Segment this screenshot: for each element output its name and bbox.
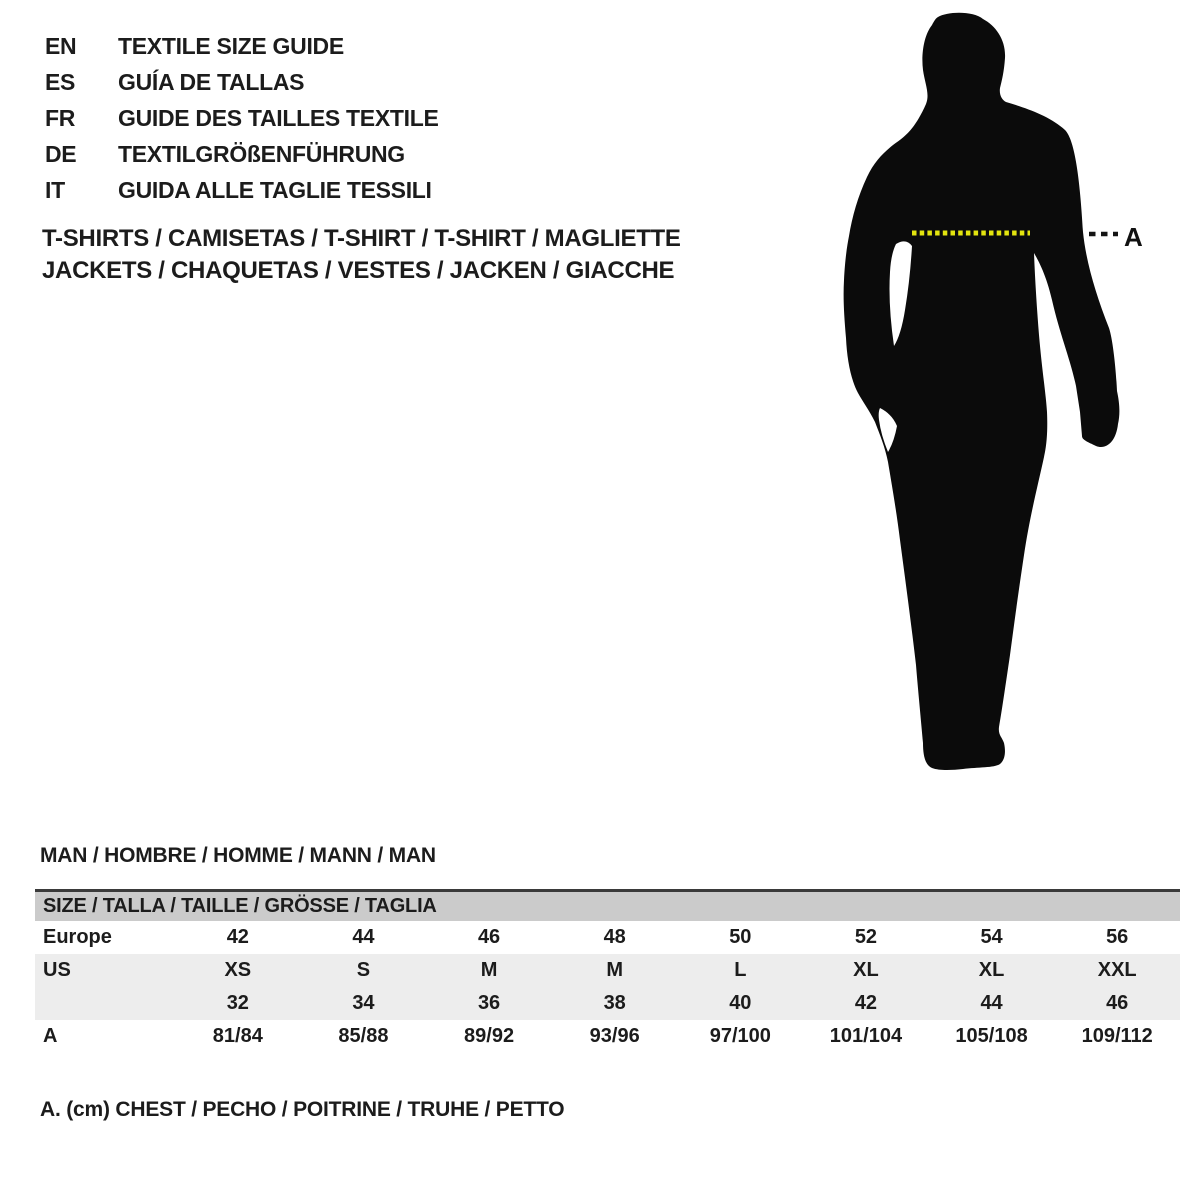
table-row-europe: [35, 921, 1180, 954]
size-cell: 38: [603, 992, 626, 1014]
size-cell: XXL: [1097, 959, 1137, 981]
size-cell: 34: [352, 992, 375, 1014]
language-code: EN: [45, 32, 77, 59]
category-jackets: JACKETS / CHAQUETAS / VESTES / JACKEN / GIACCHE: [42, 257, 675, 284]
size-cell: 85/88: [338, 1025, 389, 1047]
language-title: GUIDA ALLE TAGLIE TESSILI: [118, 176, 432, 203]
size-cell: 93/96: [589, 1025, 640, 1047]
language-code: FR: [45, 104, 76, 131]
language-title: TEXTILGRÖßENFÜHRUNG: [118, 140, 405, 167]
language-list: [45, 28, 439, 208]
size-cell: 48: [603, 926, 626, 948]
size-cell: 109/112: [1081, 1025, 1153, 1047]
row-label: A: [43, 1025, 58, 1047]
row-label: Europe: [43, 926, 112, 948]
size-cell: 36: [477, 992, 501, 1014]
size-cell: 42: [226, 926, 249, 948]
table-row-us: [35, 954, 1180, 987]
language-row-fr: [45, 100, 439, 136]
table-row-numeric: [35, 987, 1180, 1020]
size-cell: M: [606, 959, 624, 981]
size-cell: 42: [854, 992, 878, 1014]
size-cell: 44: [352, 926, 375, 948]
size-cell: 54: [980, 926, 1003, 948]
size-cell: XL: [853, 959, 879, 981]
language-code: DE: [45, 140, 77, 167]
size-cell: 32: [226, 992, 249, 1014]
language-title: TEXTILE SIZE GUIDE: [118, 32, 344, 59]
size-cell: 101/104: [829, 1025, 903, 1047]
size-cell: L: [734, 959, 747, 981]
size-cell: 44: [980, 992, 1003, 1014]
figure-container: [828, 10, 1200, 796]
size-cell: M: [480, 959, 498, 981]
section-title: MAN / HOMBRE / HOMME / MANN / MAN: [40, 844, 436, 867]
man-silhouette-figure: [828, 10, 1200, 796]
size-cell: XS: [224, 959, 252, 981]
size-cell: S: [356, 959, 371, 981]
size-cell: 52: [854, 926, 878, 948]
size-cell: 56: [1106, 926, 1129, 948]
size-cell: 89/92: [464, 1025, 515, 1047]
size-cell: 40: [729, 992, 752, 1014]
size-cell: 46: [477, 926, 501, 948]
silhouette-path: [844, 13, 1120, 770]
size-table-header: SIZE / TALLA / TAILLE / GRÖSSE / TAGLIA: [35, 889, 1180, 921]
language-code: ES: [45, 68, 76, 95]
language-row-de: [45, 136, 439, 172]
table-row-chest-cm: [35, 1020, 1180, 1053]
language-title: GUIDE DES TAILLES TEXTILE: [118, 104, 439, 131]
language-row-it: [45, 172, 439, 208]
size-cell: XL: [978, 959, 1005, 981]
size-cell: 97/100: [709, 1025, 771, 1047]
garment-categories: [42, 223, 681, 287]
measurement-footnote: A. (cm) CHEST / PECHO / POITRINE / TRUHE / PETTO: [40, 1098, 565, 1121]
size-cell: 46: [1106, 992, 1129, 1014]
size-cell: 50: [729, 926, 752, 948]
size-cell: 105/108: [955, 1025, 1028, 1047]
language-title: GUÍA DE TALLAS: [118, 68, 305, 95]
language-code: IT: [45, 176, 65, 203]
row-label: US: [43, 959, 71, 981]
language-row-es: [45, 64, 439, 100]
language-row-en: [45, 28, 439, 64]
marker-label: A: [1124, 222, 1143, 252]
category-tshirts: T-SHIRTS / CAMISETAS / T-SHIRT / T-SHIRT / MAGLIETTE: [42, 225, 681, 252]
size-cell: 81/84: [212, 1025, 263, 1047]
size-table: [35, 889, 1180, 1053]
